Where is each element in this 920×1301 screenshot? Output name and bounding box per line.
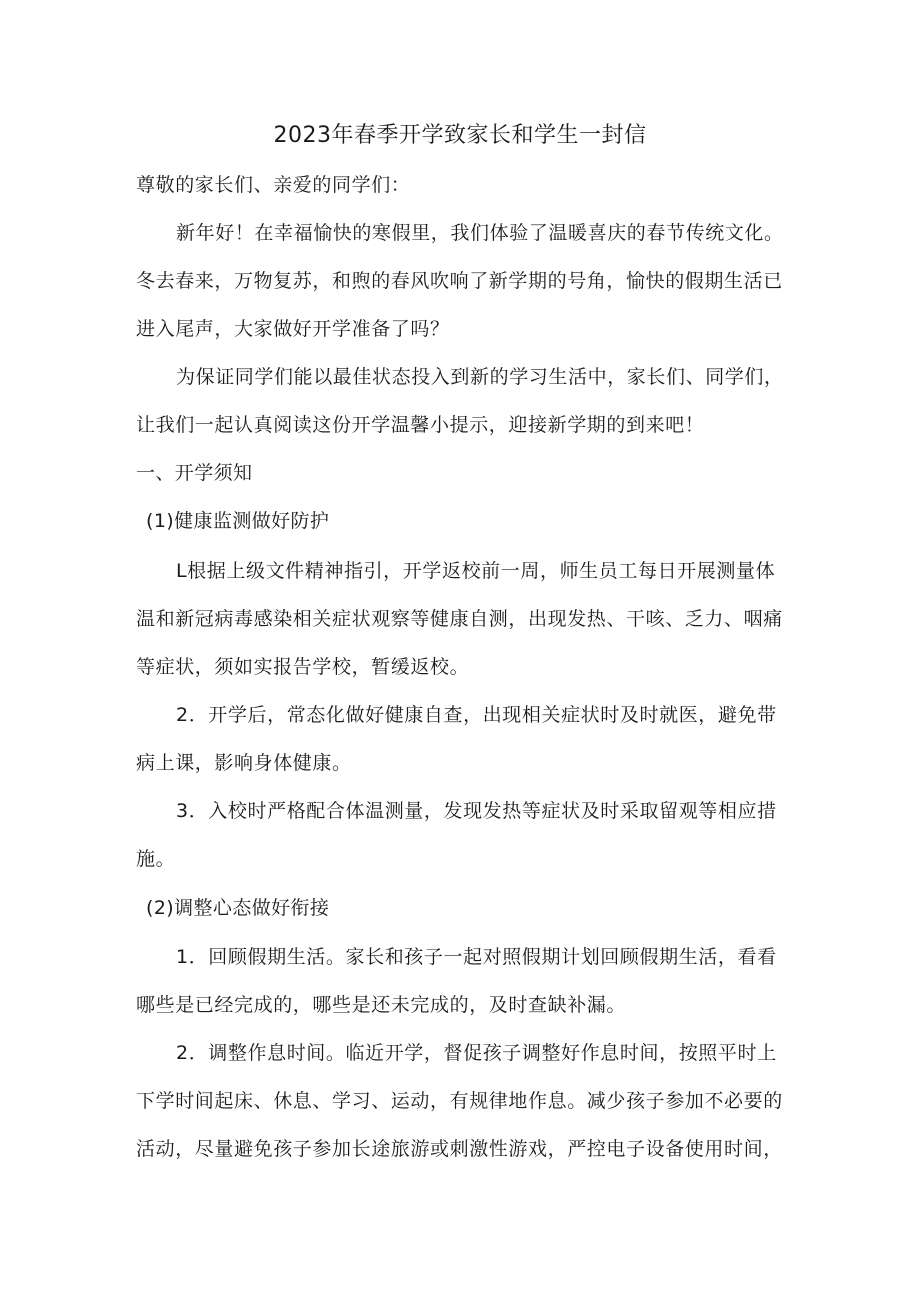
section-heading-1: 一、开学须知 bbox=[136, 462, 253, 484]
paragraph-1-line-1: 新年好！在幸福愉快的寒假里，我们体验了温暖喜庆的春节传统文化。 bbox=[176, 222, 784, 244]
paragraph-2-line-1: 为保证同学们能以最佳状态投入到新的学习生活中，家长们、同学们， bbox=[176, 366, 784, 388]
item-1-3-line-1: 3．入校时严格配合体温测量，发现发热等症状及时采取留观等相应措 bbox=[176, 800, 777, 822]
document-title: 2023年春季开学致家长和学生一封信 bbox=[273, 123, 647, 148]
paragraph-1-line-3: 进入尾声，大家做好开学准备了吗？ bbox=[136, 318, 450, 340]
item-1-2-line-1: 2．开学后，常态化做好健康自查，出现相关症状时及时就医，避免带 bbox=[176, 704, 777, 726]
subsection-heading-2: (2)调整心态做好衔接 bbox=[146, 897, 330, 919]
subsection-heading-1: (1)健康监测做好防护 bbox=[146, 510, 330, 532]
item-1-1-line-3: 等症状，须如实报告学校，暂缓返校。 bbox=[136, 656, 470, 678]
item-2-2-line-1: 2．调整作息时间。临近开学，督促孩子调整好作息时间，按照平时上 bbox=[176, 1042, 777, 1064]
item-2-2-line-3: 活动，尽量避免孩子参加长途旅游或刺激性游戏，严控电子设备使用时间， bbox=[136, 1138, 783, 1160]
item-2-1-line-2: 哪些是已经完成的，哪些是还未完成的，及时查缺补漏。 bbox=[136, 994, 627, 1016]
item-1-1-line-2: 温和新冠病毒感染相关症状观察等健康自测，出现发热、干咳、乏力、咽痛 bbox=[136, 608, 783, 630]
item-1-3-line-2: 施。 bbox=[136, 848, 176, 870]
paragraph-1-line-2: 冬去春来，万物复苏，和煦的春风吹响了新学期的号角，愉快的假期生活已 bbox=[136, 270, 783, 292]
greeting: 尊敬的家长们、亲爱的同学们： bbox=[136, 174, 411, 196]
item-2-1-line-1: 1．回顾假期生活。家长和孩子一起对照假期计划回顾假期生活，看看 bbox=[176, 946, 777, 968]
item-1-2-line-2: 病上课，影响身体健康。 bbox=[136, 752, 352, 774]
paragraph-2-line-2: 让我们一起认真阅读这份开学温馨小提示，迎接新学期的到来吧！ bbox=[136, 414, 705, 436]
item-2-2-line-2: 下学时间起床、休息、学习、运动，有规律地作息。减少孩子参加不必要的 bbox=[136, 1090, 783, 1112]
item-1-1-line-1: L根据上级文件精神指引，开学返校前一周，师生员工每日开展测量体 bbox=[176, 560, 776, 582]
